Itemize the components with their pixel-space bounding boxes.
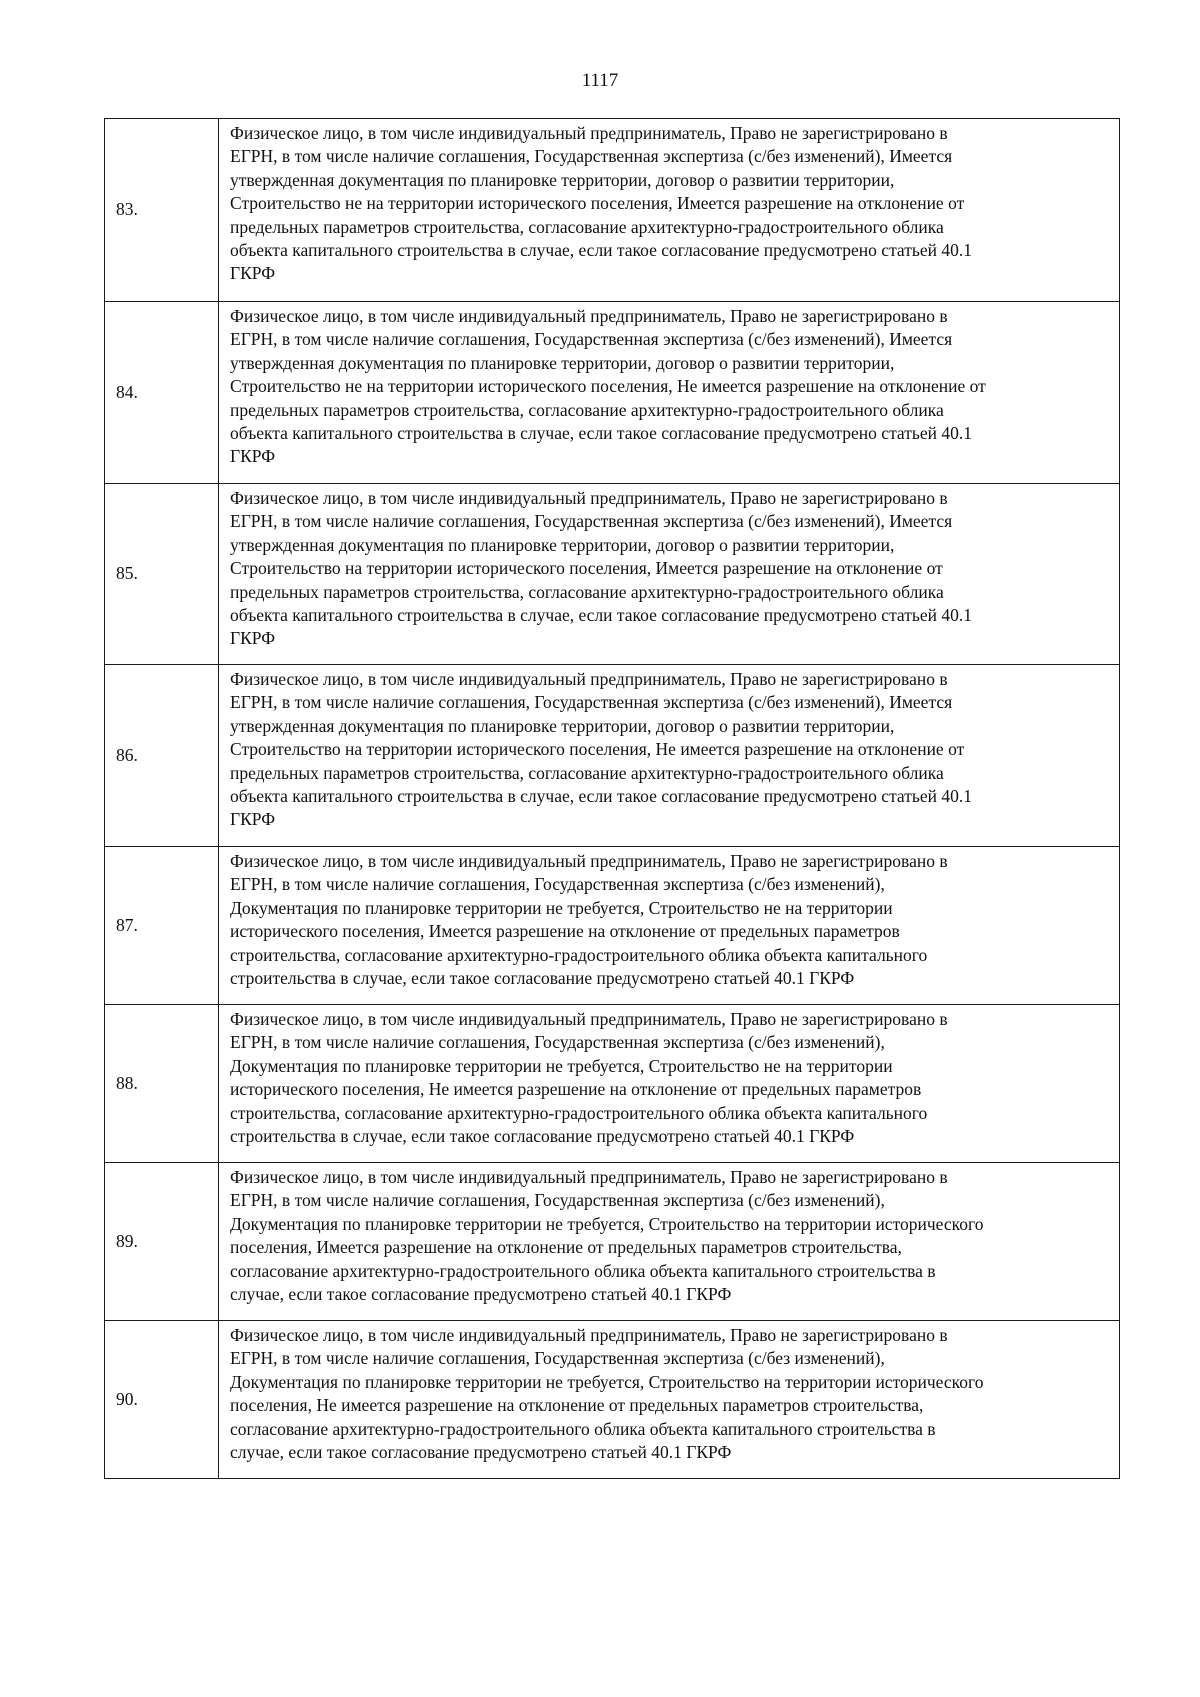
text-line: ГКРФ [230,628,276,649]
text-line: ЕГРН, в том числе наличие соглашения, Государственная экспертиза (с/без изменений), [230,1190,885,1211]
row-text [219,119,1120,302]
row-text [219,302,1120,484]
text-line: Строительство на территории исторического поселения, Не имеется разрешение на отклонение от [230,739,965,760]
text-line: утвержденная документация по планировке территории, договор о развитии территории, [230,352,895,373]
text-line: Документация по планировке территории не требуется, Строительство на территории исторического [230,1213,984,1234]
row-text [219,847,1120,1005]
text-line: утвержденная документация по планировке территории, договор о развитии территории, [230,715,895,736]
text-line: строительства в случае, если такое согласование предусмотрено статьей 40.1 ГКРФ [230,968,855,989]
text-line: согласование архитектурно-градостроительного облика объекта капитального строительства в [230,1260,936,1281]
text-line: ЕГРН, в том числе наличие соглашения, Государственная экспертиза (с/без изменений), [230,1348,885,1369]
text-line: предельных параметров строительства, согласование архитектурно-градостроительного облика [230,399,944,420]
row-number: 85. [105,484,219,665]
table-row [105,1005,1120,1163]
row-number: 84. [105,302,219,484]
text-line: исторического поселения, Не имеется разрешение на отклонение от предельных параметров [230,1079,922,1100]
row-text [219,665,1120,847]
text-line: объекта капитального строительства в случае, если такое согласование предусмотрено статьей 40.1 [230,786,973,807]
text-line: ЕГРН, в том числе наличие соглашения, Государственная экспертиза (с/без изменений), Имеется [230,692,953,713]
text-line: утвержденная документация по планировке территории, договор о развитии территории, [230,169,895,190]
page-number: 1117 [581,70,619,91]
text-line: утвержденная документация по планировке территории, договор о развитии территории, [230,534,895,555]
row-text [219,1163,1120,1321]
table-row [105,1163,1120,1321]
text-line: согласование архитектурно-градостроительного облика объекта капитального строительства в [230,1418,936,1439]
text-line: ГКРФ [230,446,276,467]
text-line: Физическое лицо, в том числе индивидуальный предприниматель, Право не зарегистрировано в [230,851,948,871]
text-line: предельных параметров строительства, согласование архитектурно-градостроительного облика [230,216,944,237]
text-line: случае, если такое согласование предусмотрено статьей 40.1 ГКРФ [230,1442,732,1463]
text-line: Строительство не на территории исторического поселения, Не имеется разрешение на отклонение от [230,376,986,397]
text-line: строительства в случае, если такое согласование предусмотрено статьей 40.1 ГКРФ [230,1126,855,1147]
text-line: поселения, Имеется разрешение на отклонение от предельных параметров строительства, [230,1237,902,1258]
text-line: Физическое лицо, в том числе индивидуальный предприниматель, Право не зарегистрировано в [230,1009,948,1029]
table-row [105,1321,1120,1479]
text-line: Документация по планировке территории не требуется, Строительство на территории исторического [230,1371,984,1392]
row-number: 88. [105,1005,219,1163]
text-line: объекта капитального строительства в случае, если такое согласование предусмотрено статьей 40.1 [230,240,973,261]
text-line: Физическое лицо, в том числе индивидуальный предприниматель, Право не зарегистрировано в [230,1325,948,1345]
text-line: предельных параметров строительства, согласование архитектурно-градостроительного облика [230,762,944,783]
row-number: 86. [105,665,219,847]
row-text [219,484,1120,665]
text-line: случае, если такое согласование предусмотрено статьей 40.1 ГКРФ [230,1284,732,1305]
text-line: Физическое лицо, в том числе индивидуальный предприниматель, Право не зарегистрировано в [230,306,948,326]
text-line: ГКРФ [230,809,276,830]
text-line: Строительство не на территории исторического поселения, Имеется разрешение на отклонение от [230,193,965,214]
table-row [105,119,1120,302]
row-text [219,1321,1120,1479]
text-line: ЕГРН, в том числе наличие соглашения, Государственная экспертиза (с/без изменений), [230,874,885,895]
table-row [105,484,1120,665]
text-line: предельных параметров строительства, согласование архитектурно-градостроительного облика [230,581,944,602]
text-line: объекта капитального строительства в случае, если такое согласование предусмотрено статьей 40.1 [230,423,973,444]
row-number: 87. [105,847,219,1005]
text-line: Физическое лицо, в том числе индивидуальный предприниматель, Право не зарегистрировано в [230,123,948,143]
text-line: поселения, Не имеется разрешение на отклонение от предельных параметров строительства, [230,1395,924,1416]
row-text [219,1005,1120,1163]
table-row [105,302,1120,484]
text-line: ЕГРН, в том числе наличие соглашения, Государственная экспертиза (с/без изменений), [230,1032,885,1053]
text-line: ЕГРН, в том числе наличие соглашения, Государственная экспертиза (с/без изменений), Имеется [230,329,953,350]
text-line: Документация по планировке территории не требуется, Строительство не на территории [230,897,893,918]
text-line: Физическое лицо, в том числе индивидуальный предприниматель, Право не зарегистрировано в [230,1167,948,1187]
table-row [105,665,1120,847]
text-line: строительства, согласование архитектурно-градостроительного облика объекта капитального [230,1102,928,1123]
text-line: Строительство на территории исторического поселения, Имеется разрешение на отклонение от [230,558,943,579]
text-line: строительства, согласование архитектурно-градостроительного облика объекта капитального [230,944,928,965]
document-table [104,118,1120,1479]
text-line: объекта капитального строительства в случае, если такое согласование предусмотрено статьей 40.1 [230,605,973,626]
text-line: Физическое лицо, в том числе индивидуальный предприниматель, Право не зарегистрировано в [230,488,948,508]
row-number: 90. [105,1321,219,1479]
row-number: 89. [105,1163,219,1321]
text-line: ЕГРН, в том числе наличие соглашения, Государственная экспертиза (с/без изменений), Имеется [230,146,953,167]
text-line: ЕГРН, в том числе наличие соглашения, Государственная экспертиза (с/без изменений), Имеется [230,511,953,532]
table-row [105,847,1120,1005]
row-number: 83. [105,119,219,302]
text-line: ГКРФ [230,263,276,284]
text-line: Документация по планировке территории не требуется, Строительство не на территории [230,1055,893,1076]
text-line: Физическое лицо, в том числе индивидуальный предприниматель, Право не зарегистрировано в [230,669,948,689]
text-line: исторического поселения, Имеется разрешение на отклонение от предельных параметров [230,921,900,942]
